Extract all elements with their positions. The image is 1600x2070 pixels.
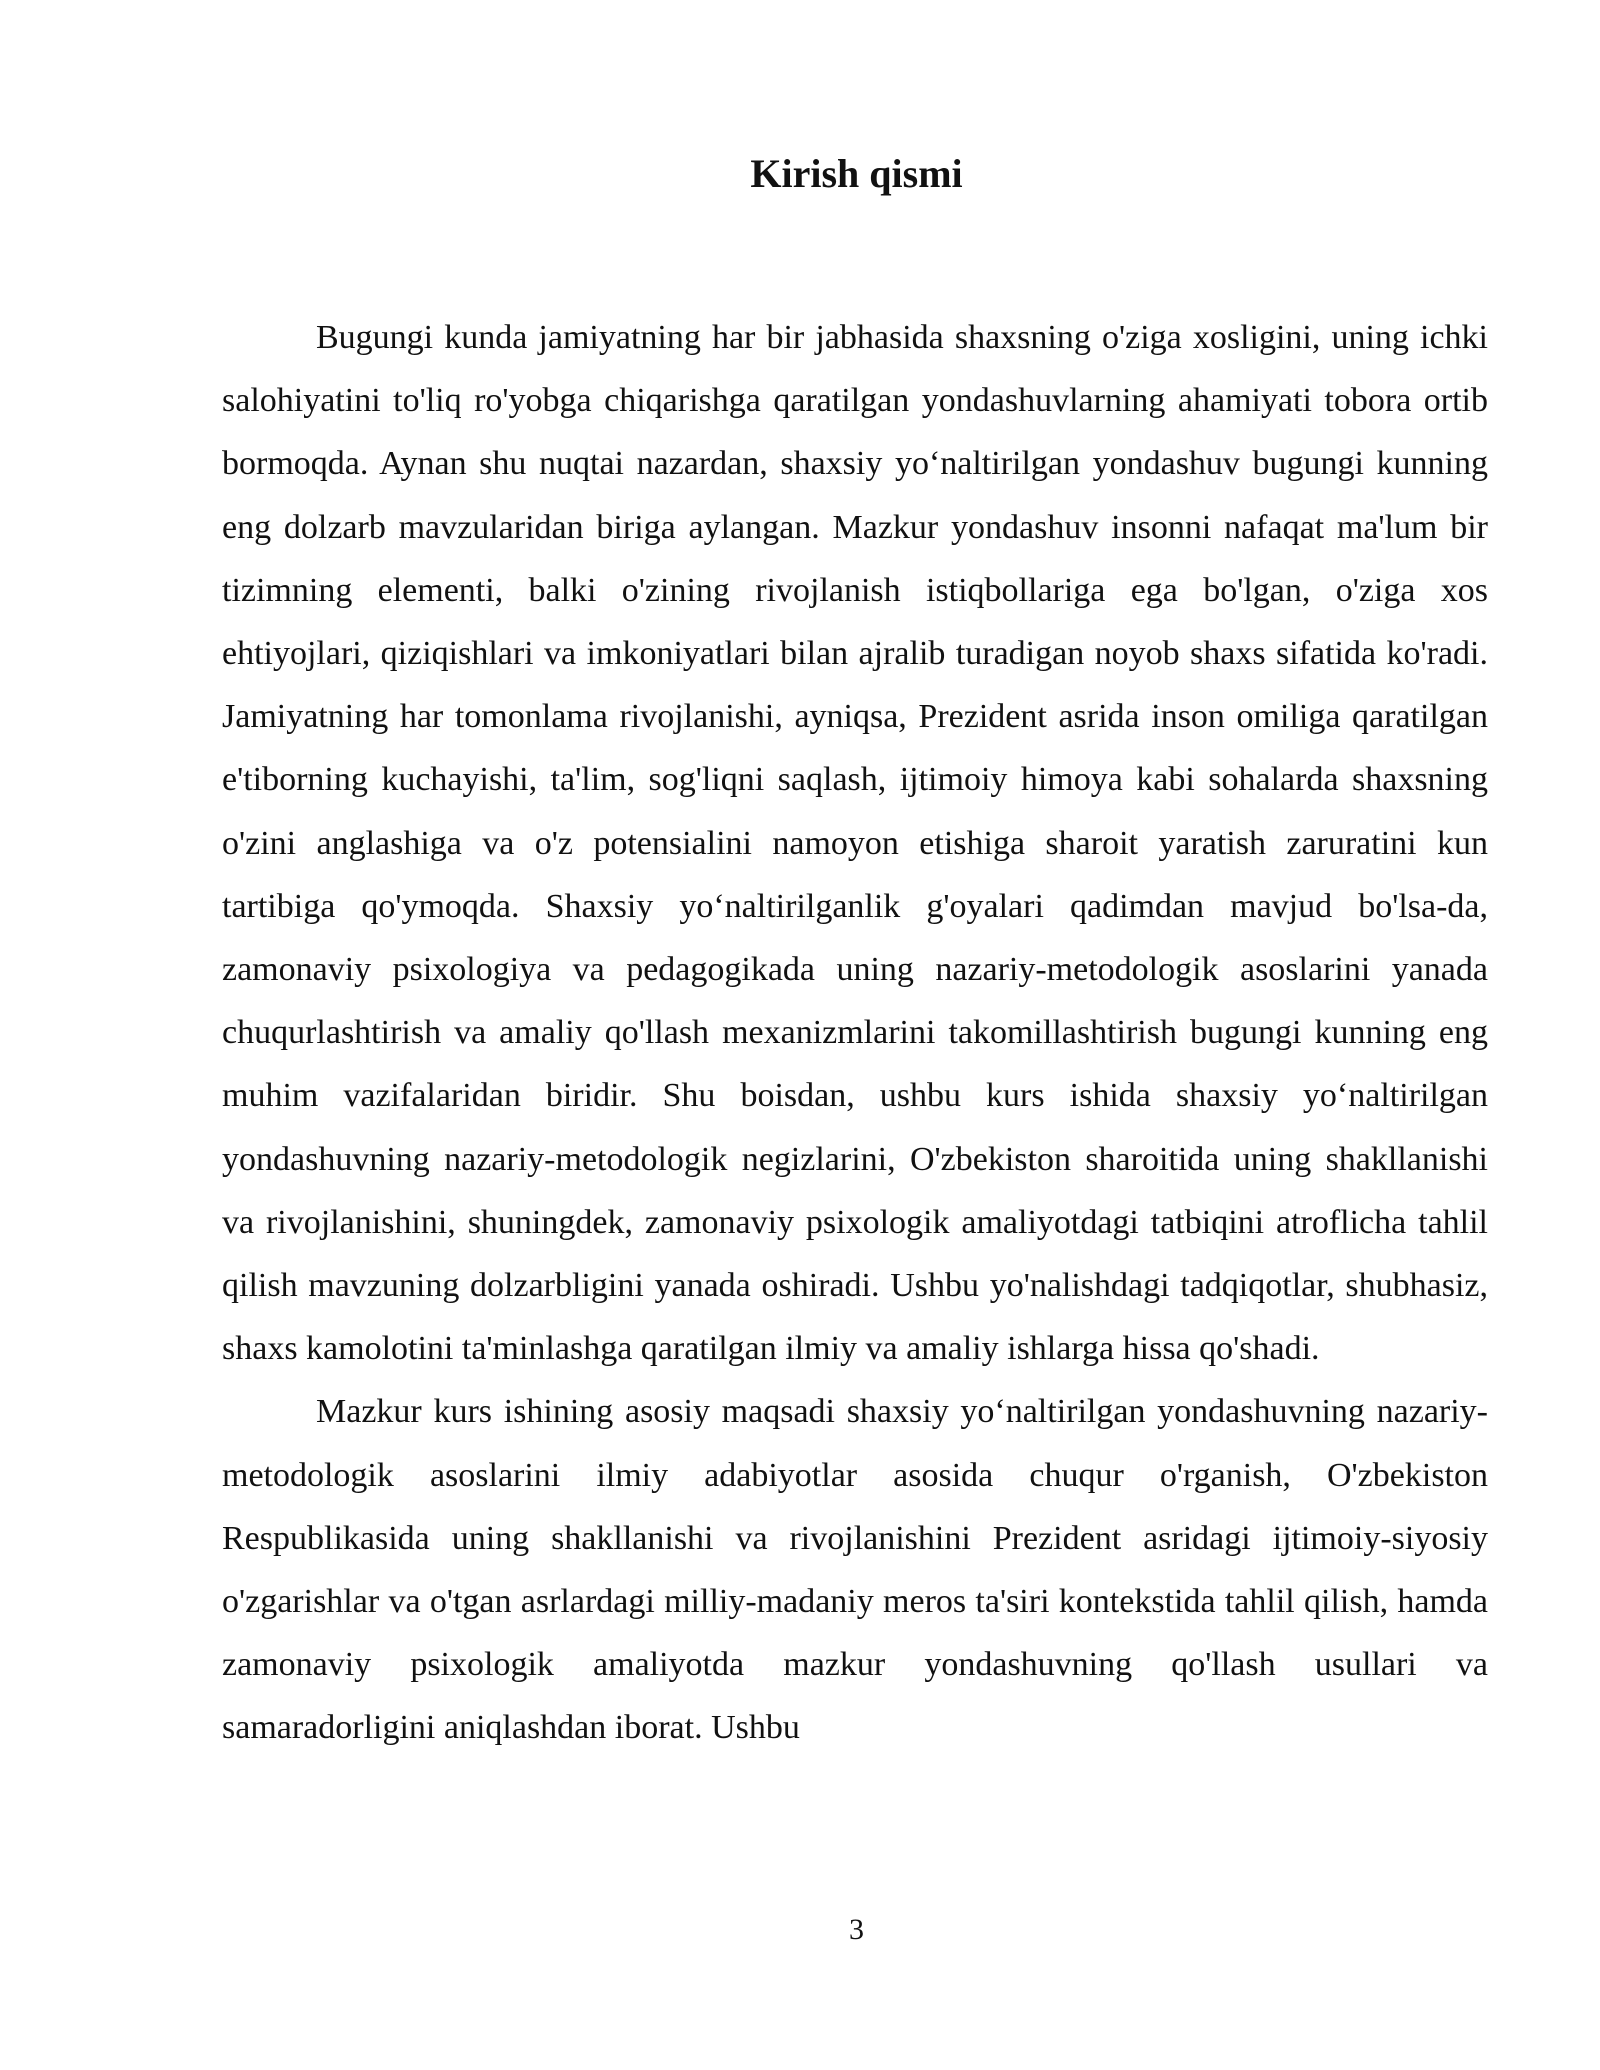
paragraph-2: Mazkur kurs ishining asosiy maqsadi shaxsiy yo‘naltirilgan yondashuvning nazariy-metodologik asoslarini ilmiy adabiyotlar asosida chuqur o'rganish, O'zbekiston Respublikasida uning shakllanishi va rivojlanishini Prezident asridagi ijtimoiy-siyosiy o'zgarishlar va o'tgan asrlardagi milliy-madaniy meros ta'siri kontekstida tahlil qilish, hamda zamonaviy psixologik amaliyotda mazkur yondashuvning qo'llash usullari va samaradorligini aniqlashdan iborat. Ushbu bbox=[222, 1393, 1488, 1747]
page-number: 3 bbox=[849, 1913, 864, 1946]
page-title: Kirish qismi bbox=[750, 151, 963, 196]
body-text bbox=[222, 306, 1488, 1760]
paragraph-1: Bugungi kunda jamiyatning har bir jabhasida shaxsning o'ziga xosligini, uning ichki salohiyatini to'liq ro'yobga chiqarishga qaratilgan yondashuvlarning ahamiyati tobora ortib bormoqda. Aynan shu nuqtai nazardan, shaxsiy yo‘naltirilgan yondashuv bugungi kunning eng dolzarb mavzularidan biriga aylangan. Mazkur yondashuv insonni nafaqat ma'lum bir tizimning elementi, balki o'zining rivojlanish istiqbollariga ega bo'lgan, o'ziga xos ehtiyojlari, qiziqishlari va imkoniyatlari bilan ajralib turadigan noyob shaxs sifatida ko'radi. Jamiyatning har tomonlama rivojlanishi, ayniqsa, Prezident asrida inson omiliga qaratilgan e'tiborning kuchayishi, ta'lim, sog'liqni saqlash, ijtimoiy himoya kabi sohalarda shaxsning o'zini anglashiga va o'z potensialini namoyon etishiga sharoit yaratish zaruratini kun tartibiga qo'ymoqda. Shaxsiy yo‘naltirilganlik g'oyalari qadimdan mavjud bo'lsa-da, zamonaviy psixologiya va pedagogikada uning nazariy-metodologik asoslarini yanada chuqurlashtirish va amaliy qo'llash mexanizmlarini takomillashtirish bugungi kunning eng muhim vazifalaridan biridir. Shu boisdan, ushbu kurs ishida shaxsiy yo‘naltirilgan yondashuvning nazariy-metodologik negizlarini, O'zbekiston sharoitida uning shakllanishi va rivojlanishini, shuningdek, zamonaviy psixologik amaliyotdagi tatbiqini atroflicha tahlil qilish mavzuning dolzarbligini yanada oshiradi. Ushbu yo'nalishdagi tadqiqotlar, shubhasiz, shaxs kamolotini ta'minlashga qaratilgan ilmiy va amaliy ishlarga hissa qo'shadi. bbox=[222, 319, 1488, 1368]
